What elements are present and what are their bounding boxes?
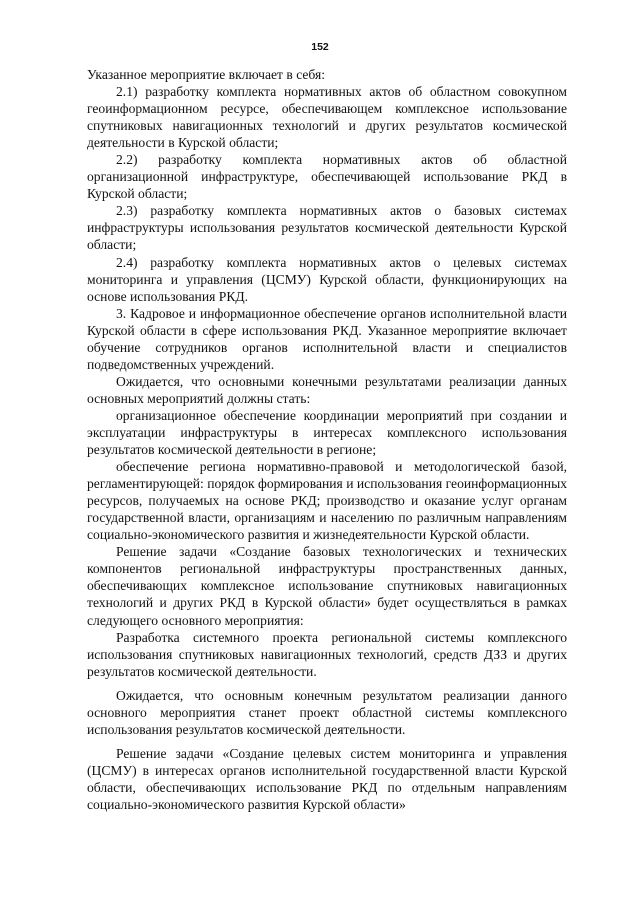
page-number: 152 xyxy=(311,41,329,53)
paragraph: организационное обеспечение координации мероприятий при создании и эксплуатации инфраструктуры в интересах комплексного использования результатов космической деятельности в регионе; xyxy=(87,407,567,458)
paragraph: Указанное мероприятие включает в себя: xyxy=(87,67,326,82)
paragraph: Решение задачи «Создание целевых систем мониторинга и управления (ЦСМУ) в интересах органов исполнительной государственной власти Курской области, обеспечивающих использование РКД по отдельным направлениям социально-экономического развития Курской области» xyxy=(87,745,567,812)
paragraph: 2.2) разработку комплекта нормативных актов об областной организационной инфраструктуре, обеспечивающей использование РКД в Курской области; xyxy=(87,152,567,202)
paragraph: 3. Кадровое и информационное обеспечение органов исполнительной власти Курской области в сфере использования РКД. Указанное мероприятие включает обучение сотрудников органов исполнительной власти и специалистов подведомственных учреждений. xyxy=(87,305,567,372)
paragraph: Решение задачи «Создание базовых технологических и технических компонентов региональной инфраструктуры пространственных данных, обеспечивающих комплексное использование спутниковых навигационных технологий и других РКД в Курской области» будет осуществляться в рамках следующего основного мероприятия: xyxy=(87,544,567,628)
paragraph: 2.3) разработку комплекта нормативных актов о базовых системах инфраструктуры использования результатов космической деятельности Курской области; xyxy=(87,203,567,253)
paragraph: обеспечение региона нормативно-правовой и методологической базой, регламентирующей: порядок формирования и использования геоинформационных ресурсов, получаемых на основе РКД; производство и оказание услуг органам государственной власти, организациям и населению по различным направлениям социально-экономического развития и жизнедеятельности Курской области. xyxy=(87,459,567,543)
paragraph: Ожидается, что основными конечными результатами реализации данных основных мероприятий должны стать: xyxy=(87,373,567,406)
paragraph: Ожидается, что основным конечным результатом реализации данного основного мероприятия станет проект областной системы комплексного использования результатов космической деятельности. xyxy=(87,687,567,737)
paragraph: Разработка системного проекта региональной системы комплексного использования спутниковых навигационных технологий, средств ДЗЗ и других результатов космической деятельности. xyxy=(87,629,567,679)
paragraph: 2.4) разработку комплекта нормативных актов о целевых системах мониторинга и управления (ЦСМУ) Курской области, функционирующих на основе использования РКД. xyxy=(87,254,567,304)
document-body xyxy=(87,66,567,813)
paragraph: 2.1) разработку комплекта нормативных актов об областном совокупном геоинформационном ресурсе, обеспечивающем комплексное использование спутниковых навигационных технологий и других результатов космической деятельности в Курской области; xyxy=(87,84,567,151)
